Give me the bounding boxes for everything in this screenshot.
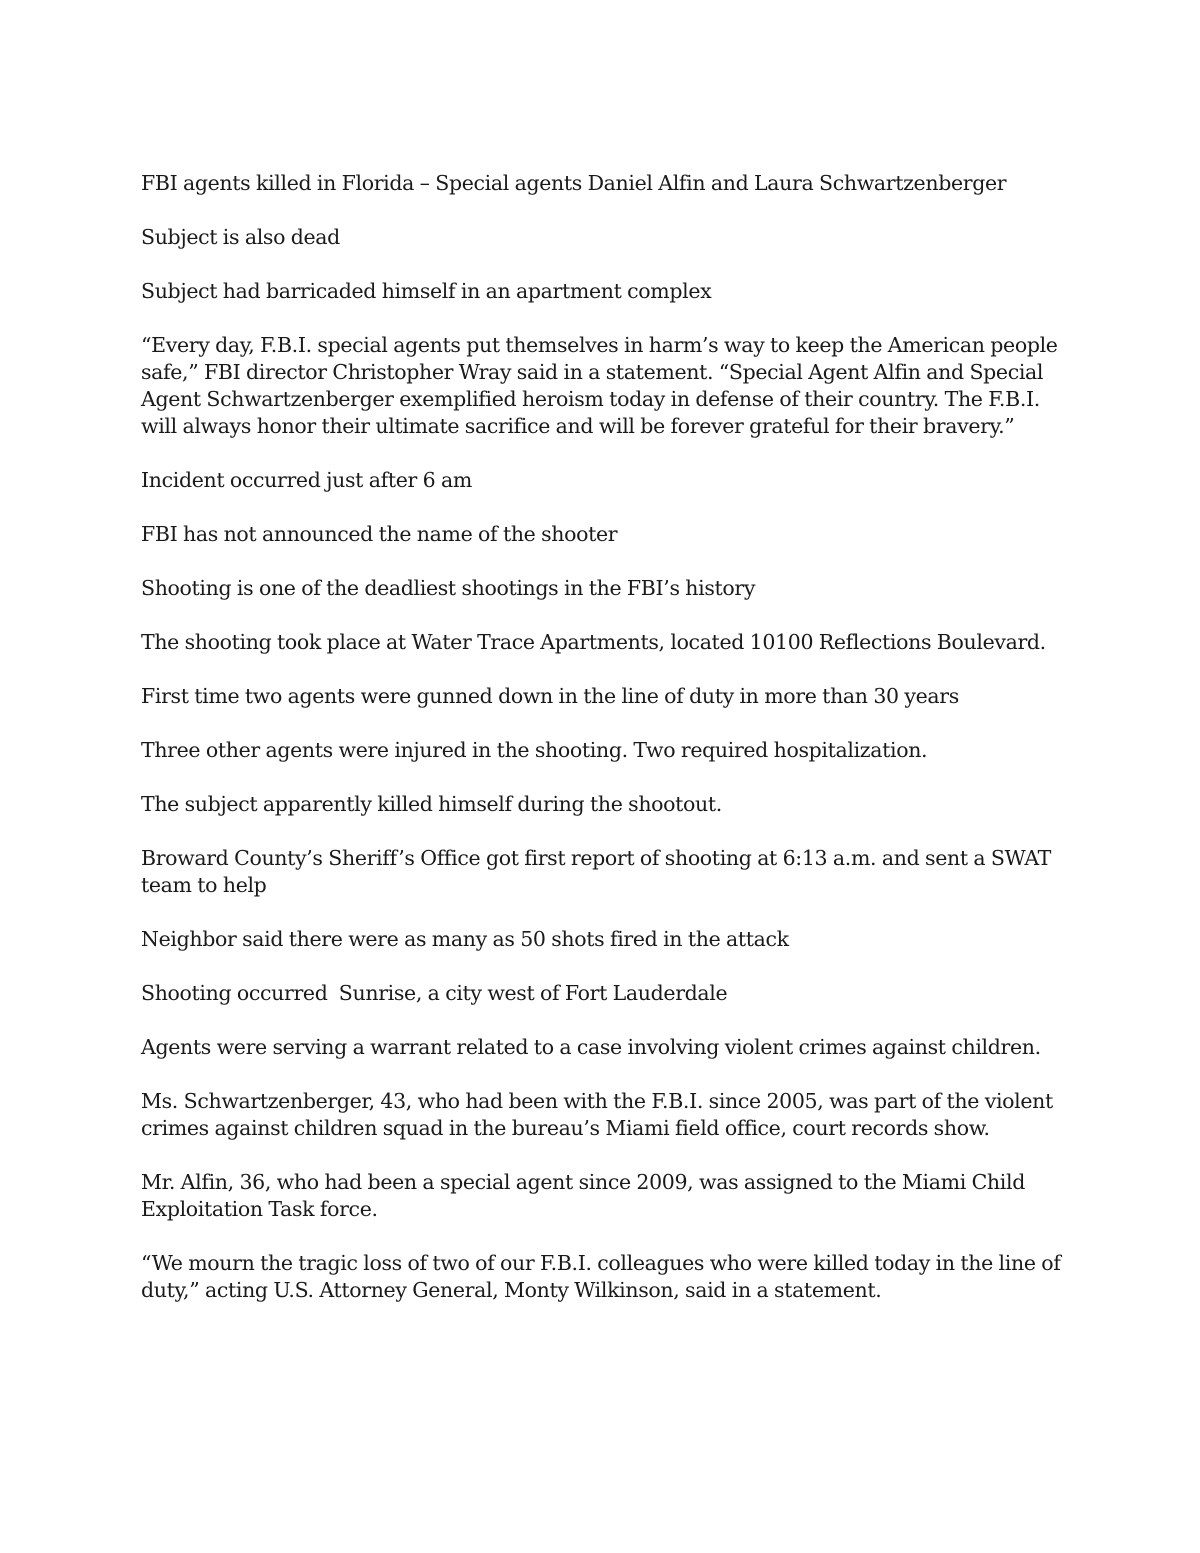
note-paragraph: Subject had barricaded himself in an apartment complex <box>141 279 712 303</box>
note-paragraph: Shooting is one of the deadliest shootings in the FBI’s history <box>141 576 756 600</box>
note-paragraph: The subject apparently killed himself during the shootout. <box>141 792 722 816</box>
note-paragraph: Mr. Alfin, 36, who had been a special agent since 2009, was assigned to the Miami Child Exploitation Task force. <box>141 1170 1031 1221</box>
note-paragraph: Shooting occurred Sunrise, a city west of Fort Lauderdale <box>141 981 728 1005</box>
headline-paragraph: FBI agents killed in Florida – Special agents Daniel Alfin and Laura Schwartzenberger <box>141 171 1007 195</box>
note-paragraph: Neighbor said there were as many as 50 shots fired in the attack <box>141 927 789 951</box>
note-paragraph: Agents were serving a warrant related to a case involving violent crimes against children. <box>141 1035 1041 1059</box>
document-page <box>141 170 1067 1304</box>
note-paragraph: Incident occurred just after 6 am <box>141 468 472 492</box>
quote-paragraph: “We mourn the tragic loss of two of our F.B.I. colleagues who were killed today in the line of duty,” acting U.S. Attorney General, Monty Wilkinson, said in a statement. <box>141 1251 1067 1302</box>
quote-paragraph: “Every day, F.B.I. special agents put themselves in harm’s way to keep the American people safe,” FBI director Christopher Wray said in a statement. “Special Agent Alfin and Special Agent Schwartzenberger exemplified heroism today in defense of their country. The F.B.I. will always honor their ultimate sacrifice and will be forever grateful for their bravery.” <box>141 333 1064 438</box>
note-paragraph: Ms. Schwartzenberger, 43, who had been with the F.B.I. since 2005, was part of the violent crimes against children squad in the bureau’s Miami field office, court records show. <box>141 1089 1059 1140</box>
note-paragraph: Three other agents were injured in the shooting. Two required hospitalization. <box>141 738 928 762</box>
note-paragraph: FBI has not announced the name of the shooter <box>141 522 618 546</box>
note-paragraph: First time two agents were gunned down in the line of duty in more than 30 years <box>141 684 959 708</box>
note-paragraph: Subject is also dead <box>141 225 340 249</box>
note-paragraph: Broward County’s Sheriff’s Office got first report of shooting at 6:13 a.m. and sent a SWAT team to help <box>141 846 1057 897</box>
note-paragraph: The shooting took place at Water Trace Apartments, located 10100 Reflections Boulevard. <box>141 630 1046 654</box>
